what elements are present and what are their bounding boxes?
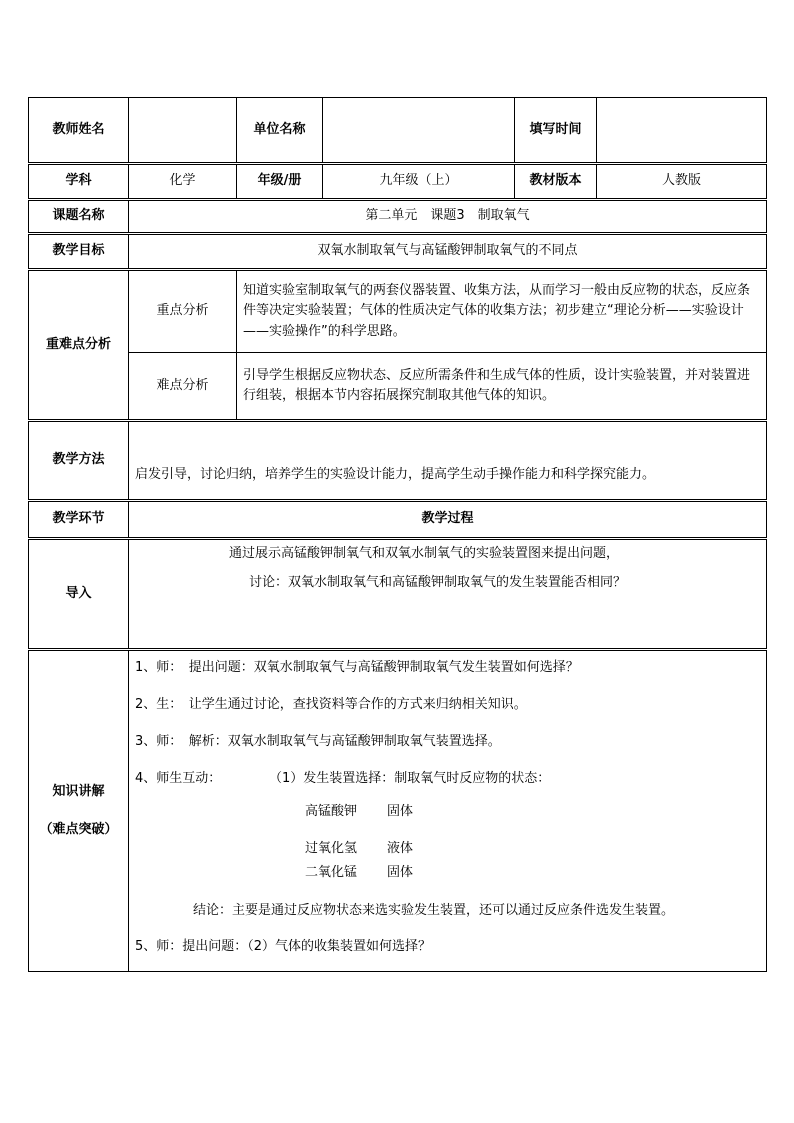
process-label: 教学过程 — [129, 501, 767, 539]
state-row — [305, 863, 760, 883]
hard-point-label: 难点分析 — [129, 353, 237, 421]
substance-name: 二氧化锰 — [305, 864, 358, 880]
step-1: 1、师： 提出问题：双氧水制取氧气与高锰酸钾制取氧气发生装置如何选择？ — [135, 660, 579, 675]
step-2: 2、生： 让学生通过讨论，查找资料等合作的方式来归纳相关知识。 — [135, 697, 527, 713]
difficulty-label: 重难点分析 — [29, 270, 129, 421]
goal-label: 教学目标 — [29, 234, 129, 270]
step-3: 3、师： 解析：双氧水制取氧气与高锰酸钾制取氧气装置选择。 — [135, 734, 501, 750]
method-row — [29, 421, 767, 501]
substance-name: 高锰酸钾 — [305, 803, 358, 819]
step-4 — [135, 769, 760, 789]
knowledge-label-cell — [29, 650, 129, 972]
goal-row — [29, 234, 767, 270]
grade-value: 九年级（上） — [323, 164, 515, 200]
fill-time-label: 填写时间 — [515, 98, 597, 164]
method-text: 启发引导，讨论归纳，培养学生的实验设计能力，提高学生动手操作能力和科学探究能力。 — [129, 421, 767, 501]
step-4-prefix: 4、师生互动： — [135, 771, 222, 787]
topic-label: 课题名称 — [29, 200, 129, 234]
lesson-plan-table — [28, 97, 767, 972]
goal-value: 双氧水制取氧气与高锰酸钾制取氧气的不同点 — [129, 234, 767, 270]
topic-row — [29, 200, 767, 234]
edition-value: 人教版 — [597, 164, 767, 200]
subject-label: 学科 — [29, 164, 129, 200]
edition-label: 教材版本 — [515, 164, 597, 200]
knowledge-sublabel: （难点突破） — [39, 822, 118, 837]
knowledge-label: 知识讲解 — [52, 783, 105, 799]
teacher-name-value — [129, 98, 237, 164]
process-stage-label: 教学环节 — [29, 501, 129, 539]
substance-state: 液体 — [387, 840, 414, 856]
fill-time-value — [597, 98, 767, 164]
substance-state: 固体 — [387, 803, 414, 819]
unit-name-label: 单位名称 — [237, 98, 323, 164]
hard-point-row — [29, 353, 767, 421]
substance-state: 固体 — [387, 864, 414, 880]
intro-line-1: 通过展示高锰酸钾制氧气和双氧水制氧气的实验装置图来提出问题， — [229, 546, 620, 561]
hard-point-text: 引导学生根据反应物状态、反应所需条件和生成气体的性质，设计实验装置，并对装置进行组装，根据本节内容拓展探究制取其他气体的知识。 — [237, 353, 767, 421]
intro-content — [129, 539, 767, 650]
grade-label: 年级/册 — [237, 164, 323, 200]
topic-value: 第二单元 课题3 制取氧气 — [129, 200, 767, 234]
teacher-name-label: 教师姓名 — [29, 98, 129, 164]
intro-line-2: 讨论：双氧水制取氧气和高锰酸钾制取氧气的发生装置能否相同？ — [249, 575, 627, 591]
key-point-text: 知道实验室制取氧气的两套仪器装置、收集方法，从而学习一般由反应物的状态，反应条件等决定实验装置；气体的性质决定气体的收集方法；初步建立“理论分析——实验设计——实验操作”的科学思路。 — [237, 270, 767, 353]
teacher-info-row — [29, 98, 767, 164]
intro-row — [29, 539, 767, 650]
knowledge-content — [129, 650, 767, 972]
method-label: 教学方法 — [29, 421, 129, 501]
subject-row — [29, 164, 767, 200]
unit-name-value — [323, 98, 515, 164]
key-point-row — [29, 270, 767, 353]
state-row — [305, 802, 760, 822]
step-5: 5、师：提出问题：（2）气体的收集装置如何选择？ — [135, 939, 432, 955]
key-point-label: 重点分析 — [129, 270, 237, 353]
process-header-row — [29, 501, 767, 539]
step-4-text: （1）发生装置选择：制取氧气时反应物的状态： — [269, 771, 551, 787]
intro-label: 导入 — [29, 539, 129, 650]
state-row — [305, 839, 760, 859]
substance-name: 过氧化氢 — [305, 840, 358, 856]
reactant-states — [135, 802, 760, 883]
subject-value: 化学 — [129, 164, 237, 200]
conclusion: 结论：主要是通过反应物状态来选实验发生装置，还可以通过反应条件选发生装置。 — [193, 902, 675, 918]
knowledge-row — [29, 650, 767, 972]
